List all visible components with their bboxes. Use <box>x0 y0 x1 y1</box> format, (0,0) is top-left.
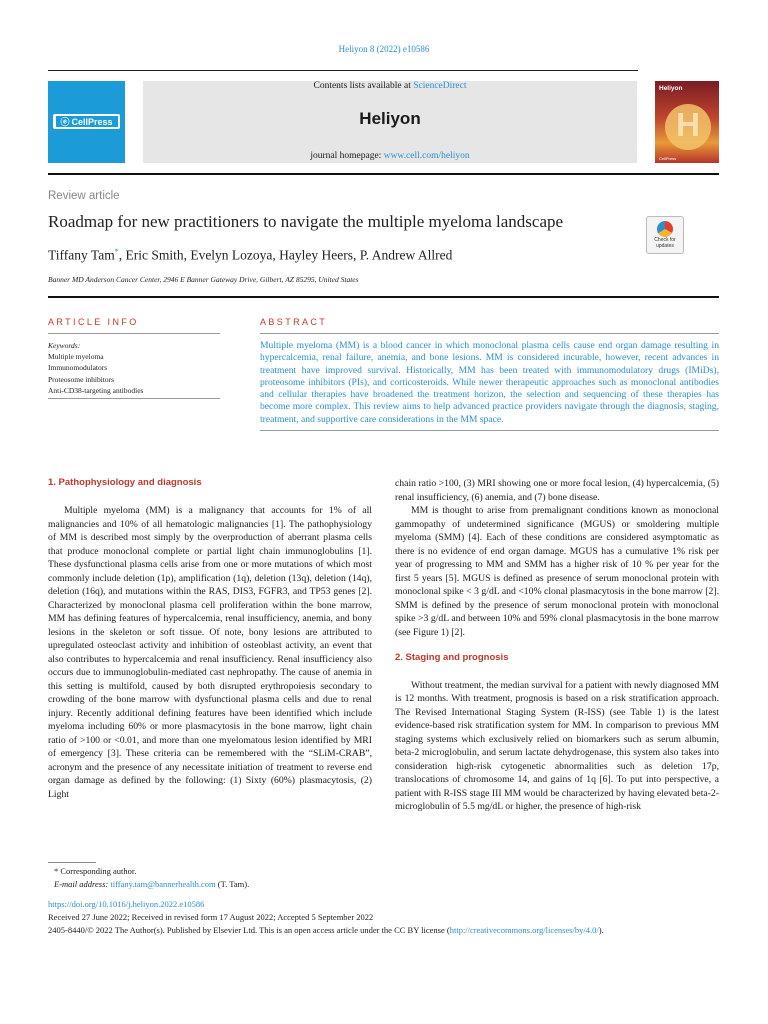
license-line <box>48 925 728 935</box>
left-column <box>48 504 372 801</box>
abstract-bottom-rule <box>260 430 719 431</box>
keyword-item: Multiple myeloma <box>48 352 104 362</box>
email-suffix: (T. Tam). <box>217 879 250 889</box>
right-column <box>395 477 719 814</box>
footnote <box>54 865 249 891</box>
check-updates-icon <box>657 221 673 237</box>
check-updates-label: Check for updates <box>654 237 676 249</box>
article-info-heading: ARTICLE INFO <box>48 317 139 327</box>
article-info-rule <box>48 333 220 334</box>
keywords-block <box>48 340 143 396</box>
license-text: 2405-8440/© 2022 The Author(s). Published by Elsevier Ltd. This is an open access article under the CC BY license ( <box>48 925 450 935</box>
email-link[interactable]: tiffany.tam@bannerhealth.com <box>110 879 216 889</box>
author-list <box>48 247 452 264</box>
received-dates: Received 27 June 2022; Received in revised form 17 August 2022; Accepted 5 September 2022 <box>48 912 374 922</box>
journal-name: Heliyon <box>359 109 421 128</box>
footnote-mark: * <box>54 866 59 876</box>
paragraph: MM is thought to arise from premalignant conditions known as monoclonal gammopathy of undetermined significance (MGUS) or smoldering multiple myeloma (SMM) [4]. Each of these conditions are considered asymptomatic as there is no evidence of end organ damage. MGUS has a cumulative 1% risk per year of progressing to MM and SMM has a higher risk of 10 % per year for the first 5 years [5]. MGUS is defined as presence of serum monoclonal protein with monoclonal spike < 3 g/dL and <10% clonal plasmacytosis in the bone marrow [2]. SMM is defined by the presence of serum monoclonal protein with monoclonal spike >3 g/dL and between 10% and 59% clonal plasmacytosis in the bone marrow (see Figure 1) [2]. <box>395 505 719 638</box>
keyword-item: Proteosome inhibitors <box>48 374 115 384</box>
header-thick-rule <box>48 173 719 175</box>
paragraph: chain ratio >100, (3) MRI showing one or more focal lesion, (4) hypercalcemia, (5) renal insufficiency, (6) anemia, and (7) bone disease. <box>395 478 719 503</box>
homepage-prefix: journal homepage: <box>310 151 382 161</box>
article-info-bottom-rule <box>48 398 220 399</box>
corresponding-author-mark[interactable]: * <box>114 247 119 256</box>
abstract-text: Multiple myeloma (MM) is a blood cancer in which monoclonal plasma cells cause end organ damage resulting in hypercalcemia, renal failure, anemia, and bone lesions. MM is considered incurable, however, recent advances in treatment have improved survival. Historically, MM has been treated with immunomodulatory drugs (IMiDs), proteosome inhibitors (PIs), and corticosteroids. While newer therapeutic approaches such as monoclonal antibodies and cellular therapies have broadened the treatment horizon, the selection and sequencing of these therapies has become more complex. This review aims to help advanced practice providers navigate through the diagnosis, staging, treatment, and supportive care considerations in the MM space. <box>260 340 719 425</box>
section-divider <box>48 296 719 298</box>
doi-link[interactable]: https://doi.org/10.1016/j.heliyon.2022.e10586 <box>48 899 205 909</box>
cover-journal-label: Heliyon <box>659 85 683 92</box>
journal-citation[interactable]: Heliyon 8 (2022) e10586 <box>338 44 430 54</box>
header-rule <box>48 70 638 71</box>
paragraph: Without treatment, the median survival for a patient with newly diagnosed MM is 12 months. With treatment, prognosis is based on a risk stratification approach. The Revised International Staging System (R-ISS) (see Table 1) is the latest evidence-based risk stratification system for MM. In comparison to previous MM staging systems which exclusively relied on biomarkers such as serum albumin, beta-2 microglobulin, and serum lactate dehydrogenase, this system also takes into consideration high-risk cytogenetic abnormalities such as deletion 17p, translocations of chromosome 14, and gains of 1q [6]. To put into perspective, a patient with R-ISS stage III MM would be characterized by having elevated beta-2-microglobulin of 5.5 mg/dL or higher, the presence of high-risk <box>395 679 719 812</box>
abstract-heading: ABSTRACT <box>260 317 328 327</box>
license-suffix: ). <box>598 925 604 935</box>
license-link[interactable]: http://creativecommons.org/licenses/by/4.0/ <box>449 925 599 935</box>
abstract-rule <box>260 333 719 334</box>
first-author[interactable]: Tiffany Tam <box>48 247 115 263</box>
affiliation: Banner MD Anderson Cancer Center, 2946 E Banner Gateway Drive, Gilbert, AZ 85295, United States <box>48 275 359 284</box>
email-label: E-mail address: <box>54 879 109 889</box>
journal-cover-image[interactable] <box>655 81 719 163</box>
paragraph: Multiple myeloma (MM) is a malignancy that accounts for 1% of all malignancies and 10% of all hematologic malignancies [1]. The pathophysiology of MM is described most simply by the overproduction of aberrant plasma cells that produce monoclonal complete or partial light chain immunoglobulins [1]. These dysfunctional plasma cells arise from one or more mutations of which most commonly include deletion (1p), amplification (1q), deletion (13q), deletion (14q), deletion (16q), and mutations within the RAS, DIS3, FGFR3, and TP53 genes [2]. Characterized by monoclonal plasma cell proliferation within the bone marrow, MM has defining features of hypercalcemia, renal insufficiency, anemia, and bony lesions in the skeleton or soft tissue. Of note, bony lesions are attributed to upregulated osteoclast activity and inhibition of osteoblast activity, an event that also contributes to hypercalcemia and renal insufficiency. Renal insufficiency also occurs due to immunoglobulin-mediated cast nephropathy. The cause of anemia in this setting is multifold, caused by both disrupted erythropoiesis secondary to crowding of the bone marrow with dysfunctional plasma cells and due to renal injury. Recently additional defining features have been identified which include myeloma including 60% or more plasmacytosis in the bone marrow, light chain ratio of >100 or <0.01, and more than one myelomatous lesion identified by MRI of emergency [3]. These criteria can be remembered with the “SLiM-CRAB”, acronym and the presence of any necessitate initiation of treatment to reverse end organ damage as defined by the following: (1) Sixty (60%) plasmacytosis, (2) Light <box>48 505 372 800</box>
keyword-item: Immunomodulators <box>48 363 108 373</box>
sciencedirect-link[interactable]: ScienceDirect <box>413 81 467 91</box>
cellpress-mark-icon: ⓔ <box>60 117 70 127</box>
cover-h-icon: H <box>676 106 700 143</box>
contents-prefix: Contents lists available at <box>313 81 411 91</box>
article-type: Review article <box>48 190 120 202</box>
cellpress-logo-text: CellPress <box>71 116 113 127</box>
section-2-heading: 2. Staging and prognosis <box>395 652 509 663</box>
article-title: Roadmap for new practitioners to navigate the multiple myeloma landscape <box>48 212 564 231</box>
journal-header-box <box>143 81 637 163</box>
cellpress-logo[interactable] <box>48 81 125 163</box>
keywords-label: Keywords: <box>48 341 81 350</box>
journal-homepage-link[interactable]: www.cell.com/heliyon <box>383 151 470 161</box>
section-1-heading: 1. Pathophysiology and diagnosis <box>48 477 202 488</box>
keyword-item: Anti-CD38-targeting antibodies <box>48 385 144 395</box>
cover-footer-label: CellPress <box>659 156 677 161</box>
footnote-rule <box>48 862 96 863</box>
co-authors: , Eric Smith, Evelyn Lozoya, Hayley Heers, P. Andrew Allred <box>118 247 453 263</box>
check-for-updates-button[interactable] <box>646 216 684 254</box>
corresponding-author-note: Corresponding author. <box>60 866 137 876</box>
